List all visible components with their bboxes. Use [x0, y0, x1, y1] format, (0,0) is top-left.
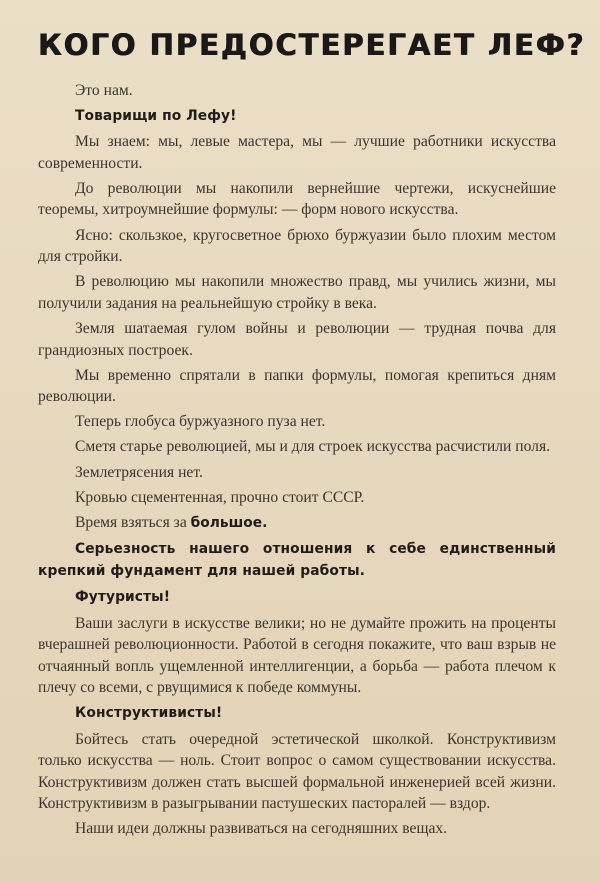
paragraph-text: Наши идеи должны развиваться на сегодняшних вещах. [75, 820, 448, 838]
section-heading: Товарищи по Лефу! [75, 108, 237, 125]
paragraph [38, 225, 556, 268]
paragraph-text: Это нам. [75, 82, 133, 99]
paragraph-text: Землетрясения нет. [75, 463, 203, 481]
paragraph [38, 729, 556, 815]
paragraph-text: Ясно: скользкое, кругосветное брюхо буржуазии было плохим местом для стройки. [38, 226, 556, 266]
paragraph-text: Кровью сцементенная, прочно стоит СССР. [75, 488, 365, 506]
paragraph [38, 818, 556, 840]
paragraph-text: До революции мы накопили вернейшие чертежи, искуснейшие теоремы, хитроумнейшие формулы: — форм нового искусства. [38, 179, 556, 219]
paragraph-text: Сметя старье революцией, мы и для строек искусства расчистили поля. [75, 438, 551, 456]
paragraph [38, 487, 556, 509]
paragraph [38, 613, 556, 699]
paragraph-text: Время взяться за [75, 513, 191, 531]
section-heading: Футуристы! [75, 589, 171, 606]
paragraph [38, 702, 556, 725]
paragraph [38, 512, 556, 535]
paragraph [38, 178, 556, 221]
paragraph [38, 105, 556, 128]
paragraph-text: В революцию мы накопили множество правд, мы учились жизни, мы получили задания на реальнейшую стройку в века. [38, 273, 556, 312]
paragraph-text: Мы временно спрятали в папки формулы, помогая крепиться дням революции. [38, 366, 556, 406]
paragraph [38, 411, 556, 433]
section-heading: Конструктивисты! [75, 705, 223, 722]
paragraph [38, 538, 556, 583]
paragraph [38, 586, 556, 609]
paragraph [38, 318, 556, 361]
paragraph-text: Мы знаем: мы, левые мастера, мы — лучшие работники искусства современности. [38, 133, 556, 172]
paragraph [38, 365, 556, 408]
paragraph-text: Земля шатаемая гулом войны и революции — трудная почва для грандиозных построек. [38, 319, 556, 359]
document-title: КОГО ПРЕДОСТЕРЕГАЕТ ЛЕФ? [38, 28, 586, 62]
paragraph [38, 462, 556, 484]
paragraph [38, 131, 556, 174]
paragraph-text: Теперь глобуса буржуазного пуза нет. [75, 413, 326, 431]
paragraph-text: Бойтесь стать очередной эстетической школкой. Конструктивизм только искусства — ноль. Стоит вопрос о самом существовании искусства. Конструктивизм должен стать высшей формальной инженерией всей жизни. Конструктивизм в разыгрывании пастушеских пасторалей — вздор. [38, 730, 556, 813]
bold-statement: Серьезность нашего отношения к себе единственный крепкий фундамент для нашей работы. [38, 540, 556, 580]
document-body [38, 80, 556, 840]
paragraph [38, 271, 556, 314]
paragraph-text: Ваши заслуги в искусстве велики; но не думайте прожить на проценты вчерашней революционности. Работой в сегодня покажите, что ваш взрыв не отчаянный вопль ущемленной интеллигенции, а борьба — работа плечом к плечу со всеми, с рвущимися к победе коммуны. [38, 614, 556, 697]
paragraph [38, 80, 556, 102]
emphasis-text: большое. [190, 514, 268, 531]
paragraph [38, 436, 556, 458]
